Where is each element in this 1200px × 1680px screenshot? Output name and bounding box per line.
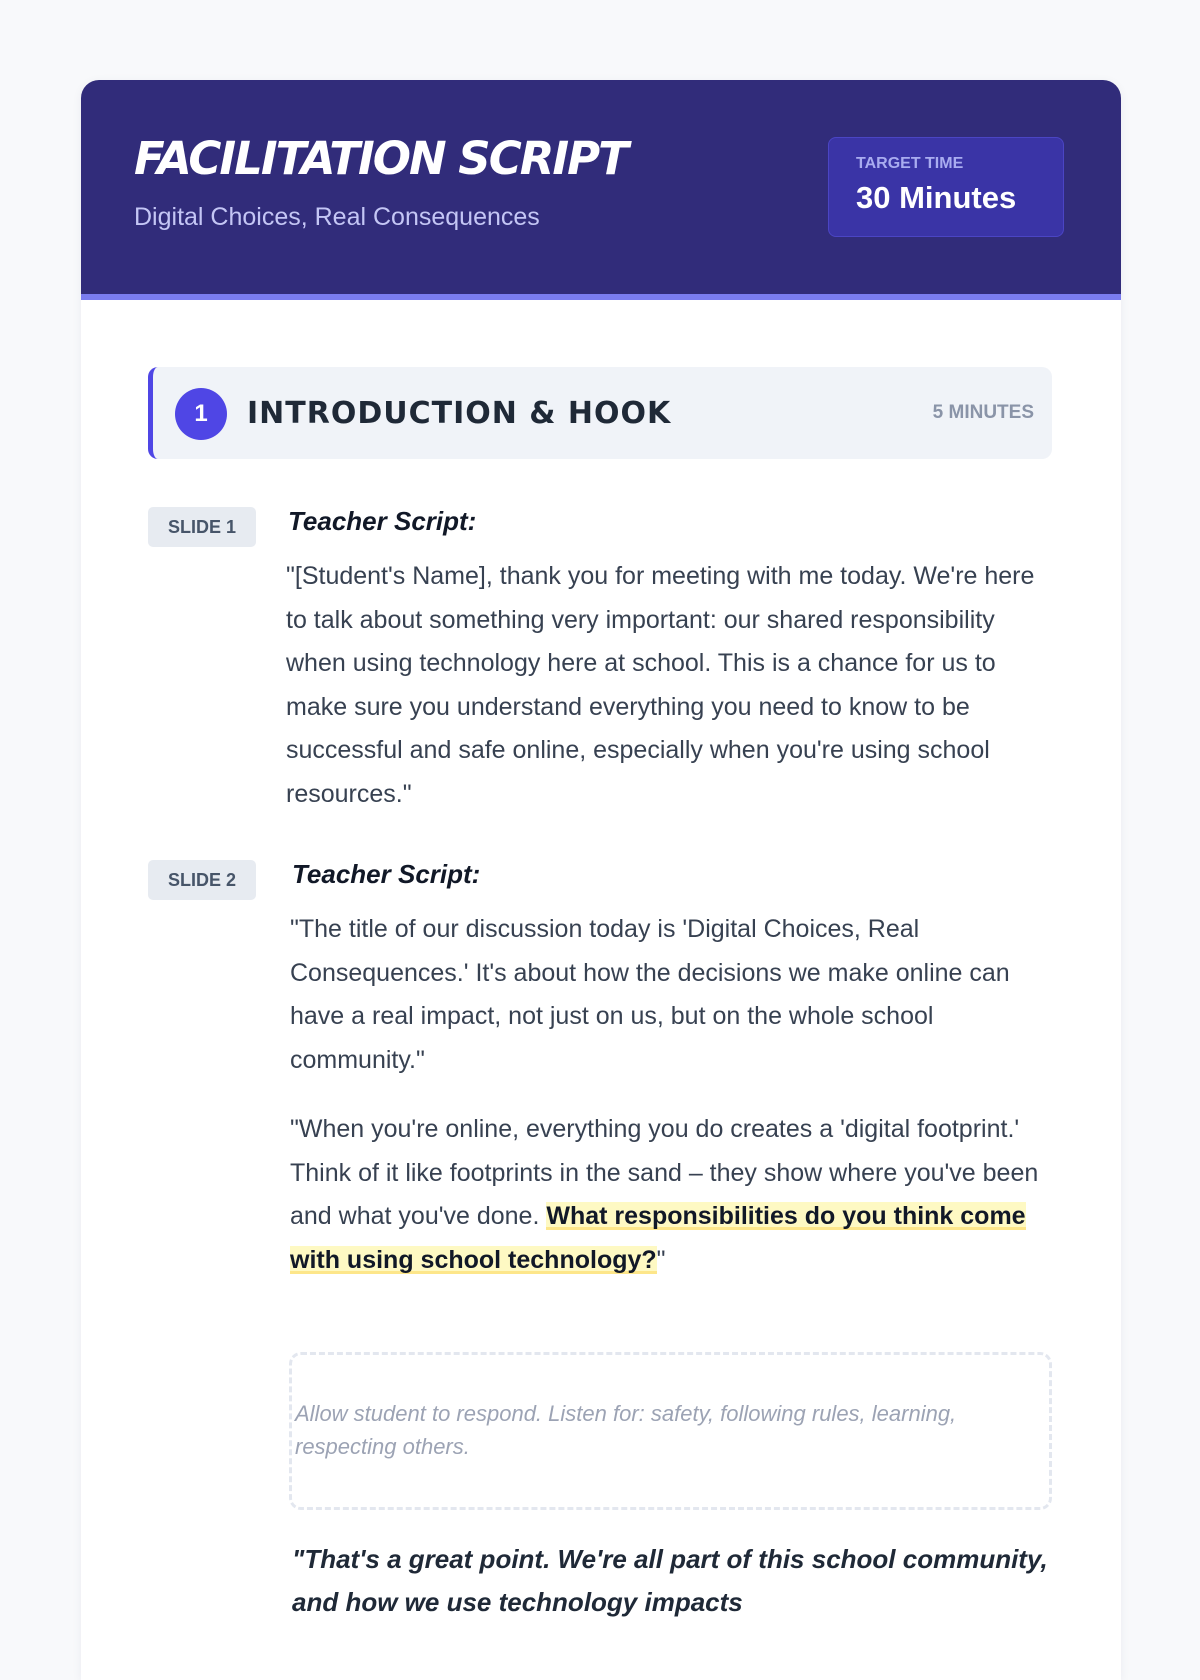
teacher-script-label: Teacher Script: (292, 859, 481, 889)
target-time-label: TARGET TIME (856, 155, 964, 172)
facilitation-card (81, 80, 1121, 1680)
slide-script-text: "[Student's Name], thank you for meeting with me today. We're here to talk about something very important: our shared responsibility when using technology here at school. This is a chance for us to make sure you understand everything you need to know to be successful and safe online, especially when you're using school resources." (286, 562, 1035, 808)
question-lead: "When you're online, everything you do creates a 'digital footprint.' Think of it like footprints in the sand – they show where you've been and what you've done. (290, 1115, 1039, 1230)
response-prompt-box (289, 1352, 1052, 1510)
section-duration: 5 MINUTES (932, 402, 1034, 423)
section-title: INTRODUCTION & HOOK (247, 396, 672, 431)
key-question-highlight: What responsibilities do you think come with using school technology? (290, 1202, 1026, 1274)
slide-script-question (290, 1108, 1040, 1282)
page-title: FACILITATION SCRIPT (134, 132, 627, 185)
followup-quote: "That's a great point. We're all part of this school community, and how we use technology impacts (292, 1544, 1048, 1617)
question-tail: " (656, 1245, 666, 1274)
page-subtitle: Digital Choices, Real Consequences (134, 203, 540, 231)
section-number-badge: 1 (175, 388, 227, 440)
teacher-script-label: Teacher Script: (288, 506, 477, 536)
slide-tag: SLIDE 1 (148, 507, 256, 547)
target-time-value: 30 Minutes (856, 180, 1017, 215)
header (81, 80, 1121, 300)
response-prompt-text: Allow student to respond. Listen for: safety, following rules, learning, respecting others. (295, 1401, 957, 1459)
target-time-badge (828, 137, 1064, 237)
section-header (148, 367, 1052, 459)
slide-tag: SLIDE 2 (148, 860, 256, 900)
slide-script-text: "The title of our discussion today is 'Digital Choices, Real Consequences.' It's about how the decisions we make online can have a real impact, not just on us, but on the whole school community." (290, 915, 1010, 1074)
